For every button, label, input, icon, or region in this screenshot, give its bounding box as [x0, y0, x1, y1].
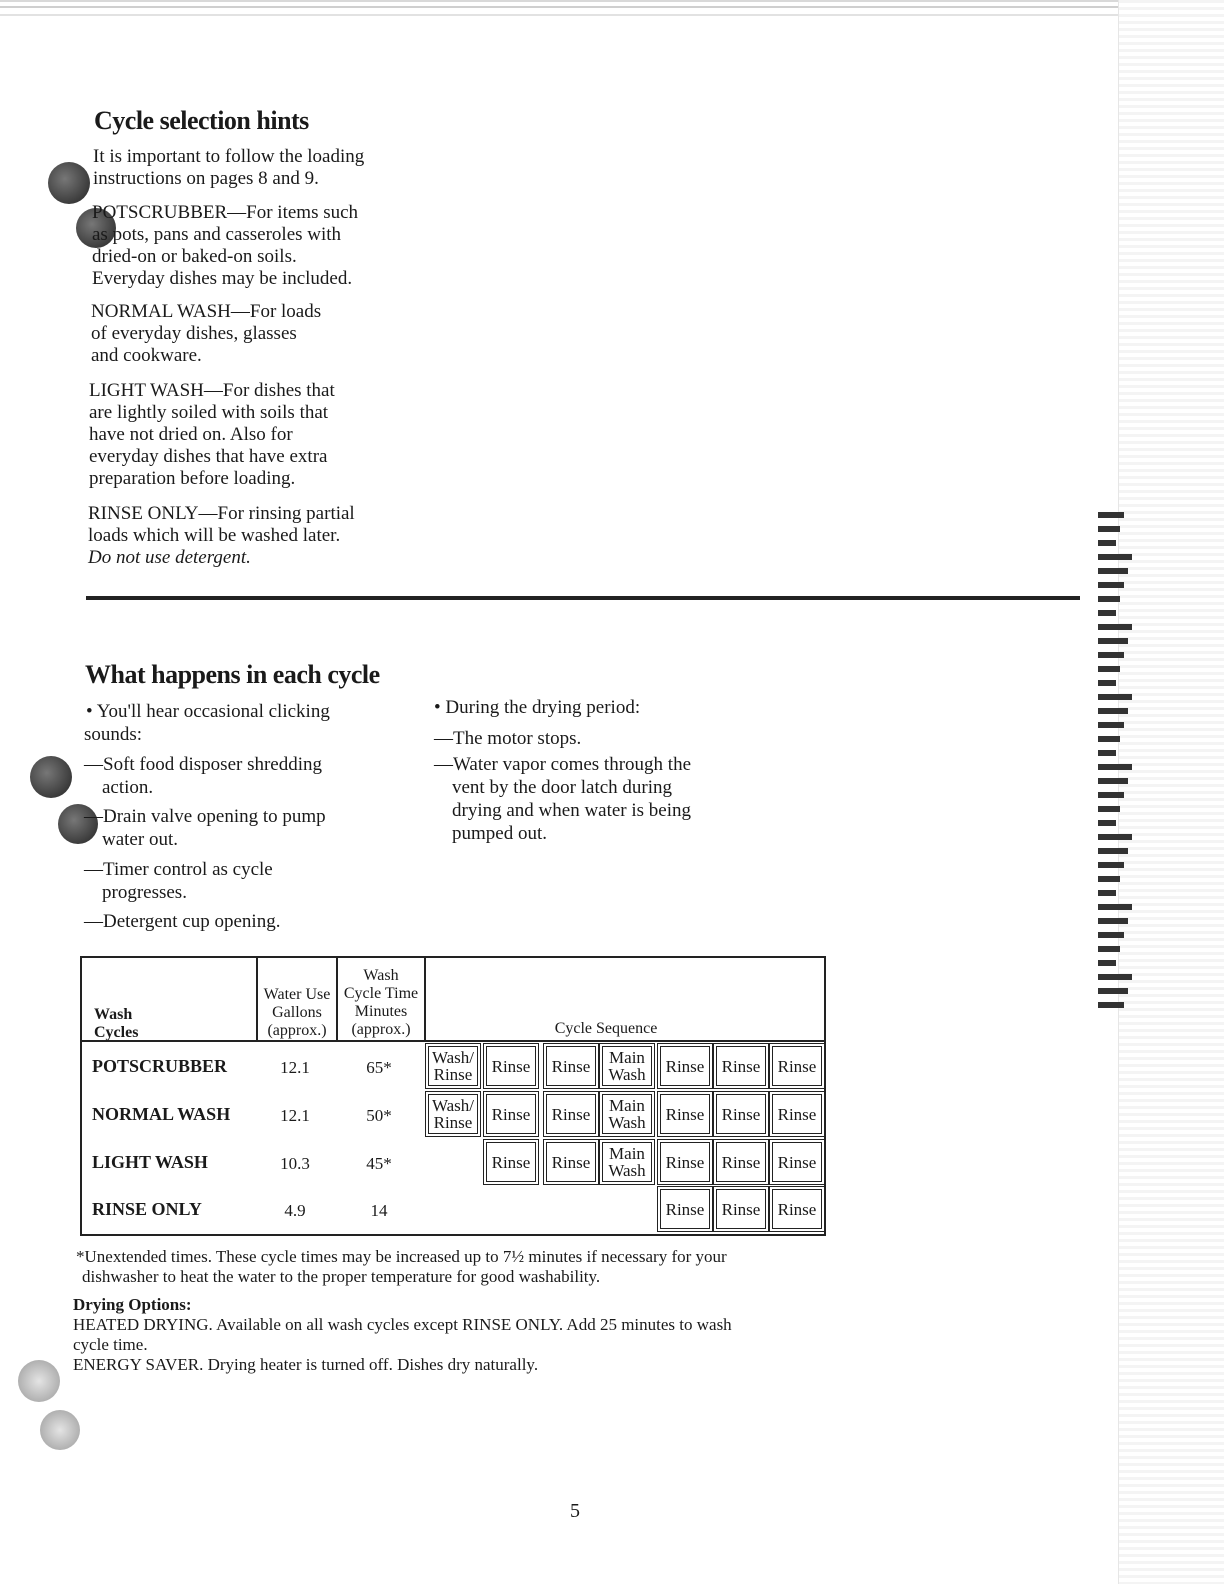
sequence-step: Rinse	[546, 1094, 596, 1134]
row-gallons: 12.1	[280, 1106, 310, 1125]
edge-mark	[1098, 708, 1128, 714]
edge-mark	[1098, 582, 1124, 588]
edge-mark	[1098, 974, 1132, 980]
drying-period-list: • During the drying period: —The motor stops. —Water vapor comes through the vent by the door latch during drying and when water is being pumped out.	[434, 697, 692, 844]
sequence-step: Rinse	[716, 1189, 766, 1229]
edge-mark	[1098, 540, 1116, 546]
edge-mark	[1098, 638, 1128, 644]
sequence-step: Rinse	[486, 1094, 536, 1134]
header-wash-cycles: Wash Cycles	[94, 1006, 139, 1041]
footnote: *Unextended times. These cycle times may be increased up to 7½ minutes if necessary for your dishwasher to heat the water to the proper temperature for good washability.	[76, 1247, 727, 1286]
edge-mark	[1098, 932, 1124, 938]
edge-mark	[1098, 876, 1120, 882]
sequence-step	[602, 1094, 652, 1134]
edge-mark	[1098, 722, 1124, 728]
sequence-step	[428, 1094, 478, 1134]
edge-mark	[1098, 624, 1132, 630]
sequence-step	[602, 1046, 652, 1086]
sequence-step-text: Main Wash	[608, 1144, 646, 1180]
header-cycle-sequence: Cycle Sequence	[554, 1020, 658, 1037]
edge-mark	[1098, 848, 1128, 854]
clicking-sounds-list: • You'll hear occasional clicking sounds: —Soft food disposer shredding action. —Drain valve opening to pump water out. —Timer control as cycle progresses. —Detergent cup opening.	[84, 701, 330, 932]
edge-mark	[1098, 680, 1116, 686]
sequence-step: Rinse	[546, 1046, 596, 1086]
row-gallons: 12.1	[280, 1058, 310, 1077]
drying-options-title: Drying Options:	[73, 1295, 192, 1314]
edge-mark	[1098, 666, 1120, 672]
scan-right-margin	[1118, 0, 1224, 1584]
sequence-step: Rinse	[660, 1142, 710, 1182]
row-name: POTSCRUBBER	[92, 1056, 228, 1076]
sequence-step	[428, 1046, 478, 1086]
edge-mark	[1098, 596, 1120, 602]
sequence-step: Rinse	[486, 1046, 536, 1086]
edge-mark	[1098, 750, 1116, 756]
edge-mark	[1098, 960, 1116, 966]
row-name: NORMAL WASH	[92, 1104, 231, 1124]
row-minutes: 65*	[366, 1058, 392, 1077]
scan-top-band	[0, 0, 1224, 22]
edge-mark	[1098, 946, 1120, 952]
header-water-use: Water Use Gallons (approx.)	[263, 986, 331, 1039]
edge-mark	[1098, 1002, 1124, 1008]
binder-hole-6	[40, 1410, 80, 1450]
sequence-step: Rinse	[772, 1094, 822, 1134]
sequence-step-text: Main Wash	[608, 1096, 646, 1132]
edge-mark	[1098, 862, 1124, 868]
edge-mark	[1098, 820, 1116, 826]
edge-mark	[1098, 792, 1124, 798]
sequence-step-text: Wash/ Rinse	[431, 1048, 475, 1084]
row-minutes: 14	[370, 1201, 388, 1220]
rinse-only-paragraph: RINSE ONLY—For rinsing partial loads which will be washed later. Do not use detergent.	[88, 503, 355, 568]
sequence-step: Rinse	[486, 1142, 536, 1182]
page-number: 5	[570, 1500, 580, 1522]
edge-mark	[1098, 890, 1116, 896]
binder-hole-3	[30, 756, 72, 798]
section-divider	[86, 596, 1080, 600]
edge-mark	[1098, 610, 1116, 616]
rinse-only-warning: Do not use detergent.	[88, 547, 251, 568]
edge-mark	[1098, 764, 1132, 770]
row-minutes: 50*	[366, 1106, 392, 1125]
row-name: RINSE ONLY	[92, 1199, 202, 1219]
edge-mark	[1098, 652, 1124, 658]
row-name: LIGHT WASH	[92, 1152, 208, 1172]
potscrubber-paragraph: POTSCRUBBER—For items such as pots, pans and casseroles with dried-on or baked-on soils. Everyday dishes may be included.	[92, 202, 359, 289]
row-minutes: 45*	[366, 1154, 392, 1173]
edge-mark	[1098, 554, 1132, 560]
sequence-step: Rinse	[716, 1094, 766, 1134]
intro-paragraph: It is important to follow the loading instructions on pages 8 and 9.	[93, 146, 365, 189]
table-header-rule	[82, 1040, 824, 1042]
sequence-step: Rinse	[660, 1046, 710, 1086]
edge-mark	[1098, 694, 1132, 700]
cycle-table	[80, 956, 826, 1236]
sequence-step: Rinse	[716, 1046, 766, 1086]
sequence-step: Rinse	[660, 1189, 710, 1229]
sequence-step: Rinse	[546, 1142, 596, 1182]
edge-mark	[1098, 736, 1120, 742]
row-gallons: 4.9	[284, 1201, 306, 1220]
sequence-step: Rinse	[772, 1189, 822, 1229]
section-title-what-happens: What happens in each cycle	[85, 660, 380, 689]
sequence-step	[602, 1142, 652, 1182]
header-cycle-time: Wash Cycle Time Minutes (approx.)	[343, 967, 419, 1038]
edge-mark	[1098, 834, 1132, 840]
sequence-step: Rinse	[772, 1142, 822, 1182]
edge-mark	[1098, 988, 1128, 994]
drying-options: Drying Options: HEATED DRYING. Available on all wash cycles except RINSE ONLY. Add 25 minutes to wash cycle time. ENERGY SAVER. Drying heater is turned off. Dishes dry naturally.	[73, 1295, 732, 1374]
edge-mark	[1098, 512, 1124, 518]
edge-mark	[1098, 904, 1132, 910]
sequence-step: Rinse	[716, 1142, 766, 1182]
light-wash-paragraph: LIGHT WASH—For dishes that are lightly soiled with soils that have not dried on. Also for everyday dishes that have extra preparation before loading.	[89, 380, 335, 489]
edge-mark	[1098, 806, 1120, 812]
binder-hole-5	[18, 1360, 60, 1402]
sequence-step-text: Main Wash	[608, 1048, 646, 1084]
binder-hole-1	[48, 162, 90, 204]
edge-mark	[1098, 918, 1128, 924]
normal-wash-paragraph: NORMAL WASH—For loads of everyday dishes, glasses and cookware.	[91, 301, 322, 366]
section-title-cycle-selection: Cycle selection hints	[94, 106, 309, 135]
sequence-step: Rinse	[772, 1046, 822, 1086]
edge-mark	[1098, 778, 1128, 784]
edge-mark	[1098, 526, 1120, 532]
row-gallons: 10.3	[280, 1154, 310, 1173]
edge-mark	[1098, 568, 1128, 574]
sequence-step: Rinse	[660, 1094, 710, 1134]
sequence-step-text: Wash/ Rinse	[431, 1096, 475, 1132]
